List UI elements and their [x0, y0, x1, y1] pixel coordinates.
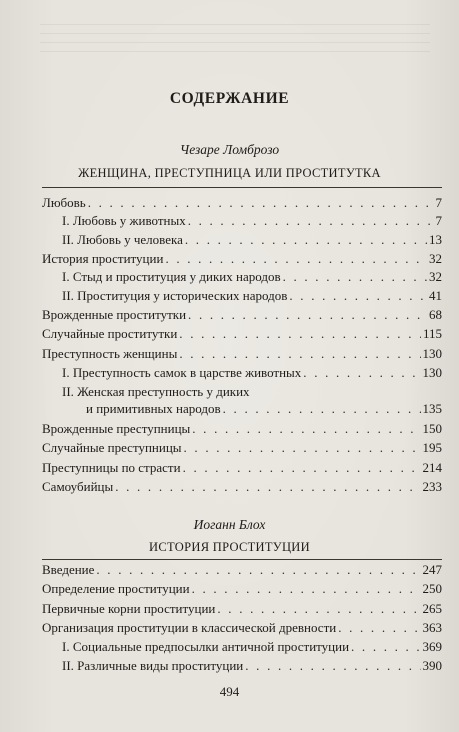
toc-entry — [42, 439, 442, 457]
toc-entry — [62, 212, 442, 230]
toc-page-number: 195 — [422, 440, 442, 455]
toc-page-number: 150 — [422, 421, 442, 436]
section-title: ИСТОРИЯ ПРОСТИТУЦИИ — [149, 540, 310, 554]
toc-entry — [62, 364, 442, 382]
dot-leader — [115, 478, 420, 496]
dot-leader — [303, 364, 420, 382]
toc-entry — [42, 580, 442, 598]
section-divider — [42, 187, 442, 188]
toc-label: II. Проституция у исторических народов — [62, 288, 288, 303]
dot-leader — [217, 600, 420, 618]
toc-page-number: 135 — [422, 401, 442, 416]
page-title: СОДЕРЖАНИЕ — [169, 90, 290, 107]
toc-page-number: 68 — [429, 307, 442, 322]
section-author: Иоганн Блох — [193, 517, 266, 532]
toc-label: I. Социальные предпосылки античной проституции — [62, 639, 350, 654]
dot-leader — [338, 619, 420, 637]
toc-entry — [62, 287, 442, 305]
toc-label: Преступницы по страсти — [42, 460, 181, 475]
dot-leader — [192, 420, 420, 438]
dot-leader — [179, 325, 421, 343]
toc-entry — [42, 478, 442, 496]
toc-label: I. Стыд и проституция у диких народов — [62, 269, 281, 284]
toc-page-number: 130 — [422, 346, 442, 361]
toc-label: Самоубийцы — [42, 479, 114, 494]
show-through-text — [40, 22, 430, 52]
toc-label: II. Женская преступность у диких — [62, 384, 250, 399]
dot-leader — [351, 638, 420, 656]
dot-leader — [179, 345, 420, 363]
dot-leader — [245, 657, 420, 675]
dot-leader — [96, 561, 420, 579]
toc-label: Врожденные проститутки — [42, 307, 187, 322]
toc-label: I. Преступность самок в царстве животных — [62, 365, 302, 380]
toc-page-number: 7 — [435, 195, 442, 210]
dot-leader — [184, 439, 421, 457]
toc-entry-continuation — [86, 400, 442, 418]
toc-label: Случайные проститутки — [42, 326, 178, 341]
toc-page-number: 247 — [422, 562, 442, 577]
toc-entry — [42, 459, 442, 477]
toc-label: Определение проституции — [42, 581, 190, 596]
toc-page-number: 390 — [422, 658, 442, 673]
dot-leader — [289, 287, 427, 305]
toc-entry — [42, 325, 442, 343]
toc-label: и примитивных народов — [86, 401, 221, 416]
toc-entry — [42, 306, 442, 324]
toc-entry — [62, 268, 442, 286]
toc-label: I. Любовь у животных — [62, 213, 186, 228]
toc-label: Случайные преступницы — [42, 440, 182, 455]
toc-label: Организация проституции в классической древности — [42, 620, 337, 635]
toc-entry — [62, 383, 442, 401]
section-divider — [42, 559, 442, 560]
toc-entry — [42, 345, 442, 363]
page-number: 494 — [219, 684, 240, 699]
toc-page-number: 32 — [429, 269, 442, 284]
toc-label: Врожденные преступницы — [42, 421, 191, 436]
toc-label: История проституции — [42, 251, 164, 266]
section-title: ЖЕНЩИНА, ПРЕСТУПНИЦА ИЛИ ПРОСТИТУТКА — [78, 166, 381, 180]
dot-leader — [183, 459, 421, 477]
dot-leader — [88, 194, 434, 212]
toc-page-number: 13 — [429, 232, 442, 247]
toc-page-number: 130 — [422, 365, 442, 380]
toc-entry — [62, 231, 442, 249]
toc-page-number: 363 — [422, 620, 442, 635]
toc-label: Любовь — [42, 195, 86, 210]
toc-label: Введение — [42, 562, 95, 577]
dot-leader — [188, 212, 434, 230]
toc-entry — [42, 420, 442, 438]
dot-leader — [188, 306, 427, 324]
toc-page-number: 7 — [435, 213, 442, 228]
toc-page-number: 115 — [422, 326, 442, 341]
toc-entry — [62, 638, 442, 656]
toc-entry — [42, 250, 442, 268]
toc-page-number: 250 — [422, 581, 442, 596]
toc-label: Первичные корни проституции — [42, 601, 216, 616]
dot-leader — [283, 268, 427, 286]
dot-leader — [192, 580, 421, 598]
toc-entry — [42, 194, 442, 212]
toc-label: II. Любовь у человека — [62, 232, 183, 247]
toc-entry — [62, 657, 442, 675]
toc-entry — [42, 600, 442, 618]
dot-leader — [185, 231, 427, 249]
section-author: Чезаре Ломброзо — [179, 142, 280, 157]
dot-leader — [165, 250, 427, 268]
toc-page-number: 41 — [429, 288, 442, 303]
toc-entry — [42, 619, 442, 637]
toc-label: II. Различные виды проституции — [62, 658, 244, 673]
toc-label: Преступность женщины — [42, 346, 178, 361]
toc-page-number: 214 — [422, 460, 442, 475]
toc-page-number: 265 — [422, 601, 442, 616]
toc-page-number: 369 — [422, 639, 442, 654]
toc-page-number: 32 — [429, 251, 442, 266]
dot-leader — [223, 400, 421, 418]
toc-page-number: 233 — [422, 479, 442, 494]
toc-entry — [42, 561, 442, 579]
